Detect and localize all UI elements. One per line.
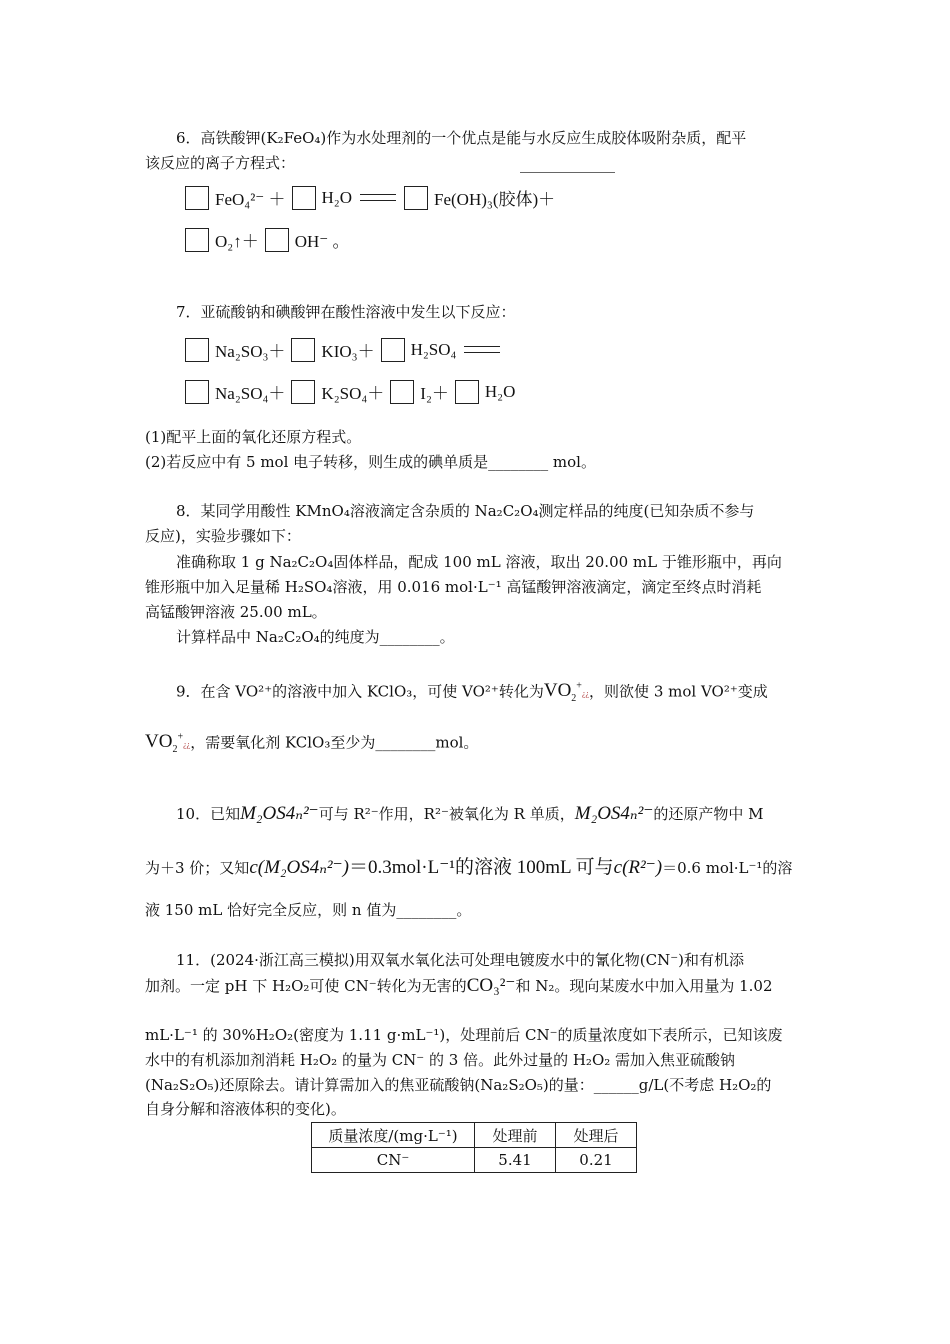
q6-equation-row2: O₂↑＋ OH⁻ 。	[185, 227, 350, 252]
q7-title: 7．亚硫酸钠和碘酸钾在酸性溶液中发生以下反应：	[176, 303, 516, 321]
q8-line2: 反应)，实验步骤如下：	[145, 527, 301, 545]
q10-line3: 液 150 mL 恰好完全反应，则 n 值为________。	[145, 901, 472, 919]
q6-line1: 6．高铁酸钾(K₂FeO₄)作为水处理剂的一个优点是能与水反应生成胶体吸附杂质，配平	[176, 129, 747, 147]
q7-sub2: (2)若反应中有 5 mol 电子转移，则生成的碘单质是________ mol。	[145, 453, 596, 471]
vo2-formula: $VO_2^+¿¿$	[543, 680, 590, 705]
table-cell: CN⁻	[312, 1148, 475, 1173]
coef-box[interactable]	[265, 228, 289, 252]
q9-line1: 9．在含 VO²⁺的溶液中加入 KClO₃，可使 VO²⁺转化为$VO_2^+¿¿$，则欲使 3 mol VO²⁺变成	[176, 680, 768, 705]
q6-equation-row1: FeO₄²⁻ ＋ H₂O Fe(OH)₃(胶体)＋	[185, 185, 555, 210]
table-cell: 5.41	[475, 1148, 556, 1173]
table-row	[312, 1148, 637, 1173]
table-cell: 0.21	[556, 1148, 637, 1173]
q10-line2: 为＋3 价；又知c(M₂OS4ₙ²⁻)＝0.3mol·L⁻¹的溶液 100mL 可与c(R²⁻)＝0.6 mol·L⁻¹的溶	[145, 857, 793, 878]
q11-line4: 水中的有机添加剂消耗 H₂O₂ 的量为 CN⁻ 的 3 倍。此外过量的 H₂O₂ 需加入焦亚硫酸钠	[145, 1051, 736, 1069]
vo2-formula: $VO_2^+¿¿$	[145, 731, 191, 756]
equals-sign	[464, 346, 500, 353]
q11-line6: 自身分解和溶液体积的变化)。	[145, 1100, 346, 1118]
q7-equation-row1: Na₂SO₃＋ KIO₃＋ H₂SO₄	[185, 337, 508, 362]
q8-line3: 准确称取 1 g Na₂C₂O₄固体样品，配成 100 mL 溶液，取出 20.00 mL 于锥形瓶中，再向	[176, 553, 782, 571]
q8-line4: 锥形瓶中加入足量稀 H₂SO₄溶液，用 0.016 mol·L⁻¹ 高锰酸钾溶液滴定，滴定至终点时消耗	[145, 578, 762, 596]
q8-line1: 8．某同学用酸性 KMnO₄溶液滴定含杂质的 Na₂C₂O₄测定样品的纯度(已知杂质不参与	[176, 502, 755, 520]
table-header-cell: 质量浓度/(mg·L⁻¹)	[312, 1123, 475, 1148]
q6-line2: 该反应的离子方程式：	[145, 154, 296, 172]
coef-box[interactable]	[185, 186, 209, 210]
coef-box[interactable]	[185, 380, 209, 404]
cn-concentration-table	[311, 1122, 637, 1173]
co3-formula: CO₃²⁻	[466, 975, 516, 996]
q8-line6: 计算样品中 Na₂C₂O₄的纯度为________。	[176, 628, 455, 646]
q11-line2: 加剂。一定 pH 下 H₂O₂可使 CN⁻转化为无害的CO₃²⁻和 N₂。现向某废水中加入用量为 1.02	[145, 975, 773, 996]
q7-sub1: (1)配平上面的氧化还原方程式。	[145, 428, 362, 446]
q11-line3: mL·L⁻¹ 的 30%H₂O₂(密度为 1.11 g·mL⁻¹)，处理前后 CN⁻的质量浓度如下表所示，已知该废	[145, 1026, 783, 1044]
q9-line2: $VO_2^+¿¿$，需要氧化剂 KClO₃至少为________mol。	[145, 731, 479, 756]
table-header-row	[312, 1123, 637, 1148]
coef-box[interactable]	[185, 338, 209, 362]
q11-line1: 11．(2024·浙江高三模拟)用双氧水氧化法可处理电镀废水中的氰化物(CN⁻)和有机添	[176, 951, 744, 969]
coef-box[interactable]	[455, 380, 479, 404]
q8-line5: 高锰酸钾溶液 25.00 mL。	[145, 603, 327, 621]
m2os4-formula: M₂OS4ₙ²⁻	[574, 803, 654, 824]
coef-box[interactable]	[291, 380, 315, 404]
coef-box[interactable]	[185, 228, 209, 252]
q10-line1: 10．已知M₂OS4ₙ²⁻可与 R²⁻作用，R²⁻被氧化为 R 单质，M₂OS4ₙ²⁻的还原产物中 M	[176, 803, 764, 824]
table-header-cell: 处理后	[556, 1123, 637, 1148]
q6-answer-line	[520, 172, 615, 173]
coef-box[interactable]	[292, 186, 316, 210]
table-header-cell: 处理前	[475, 1123, 556, 1148]
coef-box[interactable]	[390, 380, 414, 404]
coef-box[interactable]	[291, 338, 315, 362]
q7-equation-row2: Na₂SO₄＋ K₂SO₄＋ I₂＋ H₂O	[185, 379, 515, 404]
q11-line5: (Na₂S₂O₅)还原除去。请计算需加入的焦亚硫酸钠(Na₂S₂O₅)的量：______g/L(不考虑 H₂O₂的	[145, 1076, 772, 1094]
equals-sign	[360, 194, 396, 201]
coef-box[interactable]	[404, 186, 428, 210]
m2os4-formula: M₂OS4ₙ²⁻	[240, 803, 319, 824]
coef-box[interactable]	[381, 338, 405, 362]
